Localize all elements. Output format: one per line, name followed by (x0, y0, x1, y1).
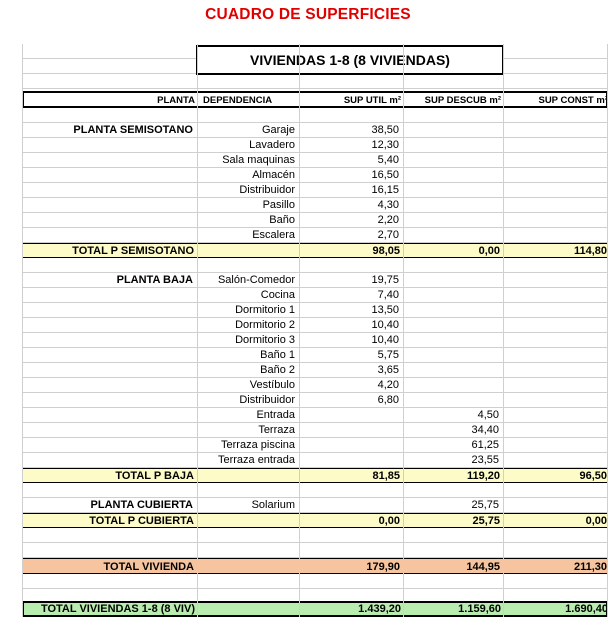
header-dependencia: DEPENDENCIA (203, 95, 273, 106)
sup-util-value: 4,30 (377, 199, 399, 211)
subtotal-const: 0,00 (585, 515, 607, 527)
empty-row (22, 574, 608, 589)
table-row (22, 453, 608, 468)
subtotal-util: 0,00 (378, 515, 400, 527)
dependency-name: Vestíbulo (249, 379, 295, 391)
sup-descub-value: 25,75 (471, 499, 499, 511)
dependency-name: Sala maquinas (222, 154, 295, 166)
table-row (22, 438, 608, 453)
sup-util-value: 12,30 (371, 139, 399, 151)
grid-line (503, 44, 504, 617)
dependency-name: Distribuidor (239, 184, 295, 196)
sup-util-value: 19,75 (371, 274, 399, 286)
sup-util-value: 10,40 (371, 319, 399, 331)
sup-util-value: 13,50 (371, 304, 399, 316)
dependency-name: Baño (269, 214, 295, 226)
empty-row (22, 258, 608, 273)
dependency-name: Lavadero (249, 139, 295, 151)
total-vivienda-row (22, 558, 608, 574)
section-label: PLANTA SEMISOTANO (73, 124, 193, 136)
subtotal-descub: 25,75 (472, 515, 500, 527)
total-vivienda-const: 211,30 (573, 561, 607, 573)
section-label: PLANTA CUBIERTA (90, 499, 193, 511)
table-row (22, 303, 608, 318)
total-viviendas-label: TOTAL VIVIENDAS 1-8 (8 VIV) (40, 603, 195, 615)
dependency-name: Dormitorio 3 (235, 334, 295, 346)
subtotal-row (22, 513, 608, 528)
total-viviendas-const: 1.690,40 (565, 603, 608, 615)
table-row (22, 363, 608, 378)
subtotal-row (22, 468, 608, 483)
subtotal-const: 96,50 (579, 470, 607, 482)
sup-descub-value: 4,50 (477, 409, 499, 421)
table-row (22, 348, 608, 363)
subtotal-label: TOTAL P BAJA (115, 470, 194, 482)
empty-row (22, 483, 608, 498)
subtotal-row (22, 243, 608, 258)
dependency-name: Pasillo (262, 199, 295, 211)
sup-util-value: 6,80 (377, 394, 399, 406)
table-row (22, 408, 608, 423)
sup-util-value: 5,75 (377, 349, 399, 361)
sup-util-value: 2,20 (377, 214, 399, 226)
header-planta: PLANTA (157, 95, 195, 106)
grid-line (197, 44, 198, 617)
sup-util-value: 4,20 (377, 379, 399, 391)
sup-util-value: 10,40 (371, 334, 399, 346)
dependency-name: Garaje (261, 124, 295, 136)
sup-util-value: 16,15 (371, 184, 399, 196)
table-row (22, 498, 608, 513)
sup-util-value: 16,50 (371, 169, 399, 181)
subtotal-label: TOTAL P SEMISOTANO (72, 245, 194, 257)
grid-line (403, 44, 404, 617)
empty-row (22, 108, 608, 123)
sup-util-value: 5,40 (377, 154, 399, 166)
total-vivienda-util: 179,90 (366, 561, 400, 573)
sup-descub-value: 23,55 (471, 454, 499, 466)
sup-descub-value: 61,25 (471, 439, 499, 451)
table-row (22, 318, 608, 333)
dependency-name: Terraza piscina (221, 439, 295, 451)
empty-row (22, 543, 608, 558)
header-sup-const: SUP CONST m² (538, 95, 608, 106)
empty-row (22, 74, 608, 89)
surface-table (22, 44, 608, 626)
table-row (22, 273, 608, 288)
block-title: VIVIENDAS 1-8 (8 VIVIENDAS) (196, 45, 504, 75)
section-label: PLANTA BAJA (116, 274, 193, 286)
header-sup-descub: SUP DESCUB m² (424, 95, 501, 106)
table-row (22, 228, 608, 243)
dependency-name: Cocina (260, 289, 295, 301)
dependency-name: Dormitorio 1 (235, 304, 295, 316)
dependency-name: Almacén (252, 169, 295, 181)
empty-row (22, 528, 608, 543)
dependency-name: Terraza entrada (217, 454, 295, 466)
dependency-name: Entrada (256, 409, 295, 421)
dependency-name: Distribuidor (239, 394, 295, 406)
total-viviendas-row (22, 601, 608, 617)
table-row (22, 393, 608, 408)
dependency-name: Salón-Comedor (217, 274, 295, 286)
subtotal-descub: 0,00 (478, 245, 500, 257)
table-row (22, 198, 608, 213)
page-title: CUADRO DE SUPERFICIES (205, 6, 411, 23)
table-row (22, 288, 608, 303)
total-viviendas-util: 1.439,20 (358, 603, 401, 615)
sup-descub-value: 34,40 (471, 424, 499, 436)
subtotal-util: 98,05 (372, 245, 400, 257)
dependency-name: Baño 1 (260, 349, 295, 361)
table-row (22, 168, 608, 183)
sup-util-value: 3,65 (377, 364, 399, 376)
sup-util-value: 2,70 (377, 229, 399, 241)
grid-line (22, 44, 23, 617)
total-vivienda-label: TOTAL VIVIENDA (103, 561, 194, 573)
table-row (22, 123, 608, 138)
table-row (22, 138, 608, 153)
subtotal-label: TOTAL P CUBIERTA (89, 515, 194, 527)
table-row (22, 423, 608, 438)
sup-util-value: 7,40 (377, 289, 399, 301)
subtotal-util: 81,85 (372, 470, 400, 482)
grid-line (607, 44, 608, 617)
grid-line (299, 44, 300, 617)
total-viviendas-descub: 1.159,60 (458, 603, 501, 615)
dependency-name: Solarium (251, 499, 295, 511)
dependency-name: Escalera (252, 229, 295, 241)
dependency-name: Terraza (258, 424, 295, 436)
header-sup-util: SUP UTIL m² (343, 95, 401, 106)
table-row (22, 183, 608, 198)
subtotal-descub: 119,20 (466, 470, 500, 482)
sup-util-value: 38,50 (371, 124, 399, 136)
dependency-name: Baño 2 (260, 364, 295, 376)
table-header-row (22, 91, 608, 108)
total-vivienda-descub: 144,95 (466, 561, 500, 573)
table-row (22, 333, 608, 348)
subtotal-const: 114,80 (573, 245, 607, 257)
table-row (22, 213, 608, 228)
dependency-name: Dormitorio 2 (235, 319, 295, 331)
table-row (22, 153, 608, 168)
table-row (22, 378, 608, 393)
